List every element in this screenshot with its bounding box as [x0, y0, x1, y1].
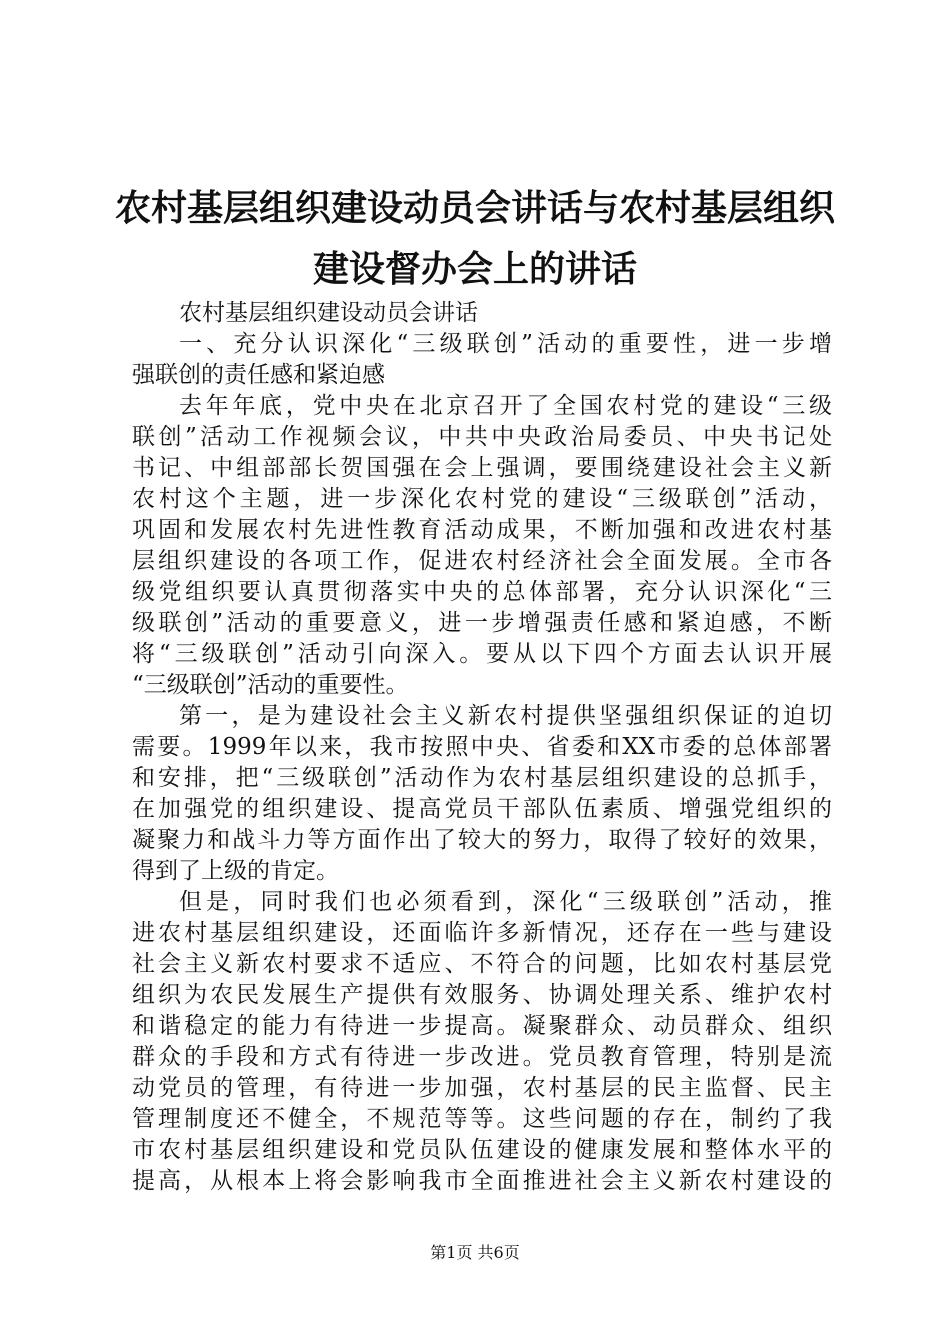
paragraph-line: 群众的手段和方式有待进一步改进。党员教育管理，特别是流 [132, 1044, 832, 1070]
paragraph-line: 凝聚力和战斗力等方面作出了较大的努力，取得了较好的效果， [132, 827, 832, 853]
paragraph-line: 和谐稳定的能力有待进一步提高。凝聚群众、动员群众、组织 [132, 1013, 832, 1039]
document-title-line-1: 农村基层组织建设动员会讲话与农村基层组织 [114, 187, 835, 229]
paragraph-line: 动党员的管理，有待进一步加强，农村基层的民主监督、民主 [132, 1075, 832, 1101]
paragraph-line: 第一，是为建设社会主义新农村提供坚强组织保证的迫切 [179, 703, 832, 729]
document-title-line-2: 建设督办会上的讲话 [312, 248, 637, 290]
paragraph-line: 组织为农民发展生产提供有效服务、协调处理关系、维护农村 [132, 982, 832, 1008]
document-body [132, 298, 832, 1197]
speech-subtitle: 农村基层组织建设动员会讲话 [179, 300, 478, 326]
section-heading-line: 强联创的责任感和紧迫感 [132, 362, 385, 388]
paragraph-line: 将“三级联创”活动引向深入。要从以下四个方面去认识开展 [132, 641, 832, 667]
paragraph-line: 在加强党的组织建设、提高党员干部队伍素质、增强党组织的 [132, 796, 832, 822]
paragraph-line: 得到了上级的肯定。 [132, 858, 339, 884]
paragraph-line: 联创”活动工作视频会议，中共中央政治局委员、中央书记处 [132, 424, 832, 450]
paragraph-line: 但是，同时我们也必须看到，深化“三级联创”活动，推 [179, 889, 832, 915]
paragraph-line: 进农村基层组织建设，还面临许多新情况，还存在一些与建设 [132, 920, 832, 946]
paragraph-line: 去年年底，党中央在北京召开了全国农村党的建设“三级 [179, 393, 832, 419]
page-number-footer: 第1页 共6页 [430, 1243, 520, 1262]
paragraph-line: 市农村基层组织建设和党员队伍建设的健康发展和整体水平的 [132, 1137, 832, 1163]
paragraph-line: 级党组织要认真贯彻落实中央的总体部署，充分认识深化“三 [132, 579, 832, 605]
paragraph-line: 社会主义新农村要求不适应、不符合的问题，比如农村基层党 [132, 951, 832, 977]
paragraph-line: 层组织建设的各项工作，促进农村经济社会全面发展。全市各 [132, 548, 832, 574]
paragraph-line: 和安排，把“三级联创”活动作为农村基层组织建设的总抓手， [132, 765, 832, 791]
section-heading-line: 一、充分认识深化“三级联创”活动的重要性，进一步增 [179, 331, 832, 357]
paragraph-line: 需要。1999年以来，我市按照中央、省委和XX市委的总体部署 [132, 734, 832, 760]
paragraph-line: 巩固和发展农村先进性教育活动成果，不断加强和改进农村基 [132, 517, 832, 543]
paragraph-line: “三级联创”活动的重要性。 [132, 672, 409, 698]
paragraph-line: 提高，从根本上将会影响我市全面推进社会主义新农村建设的 [132, 1168, 832, 1194]
paragraph-line: 管理制度还不健全，不规范等等。这些问题的存在，制约了我 [132, 1106, 832, 1132]
paragraph-line: 书记、中组部部长贺国强在会上强调，要围绕建设社会主义新 [132, 455, 832, 481]
paragraph-line: 农村这个主题，进一步深化农村党的建设“三级联创”活动， [132, 486, 832, 512]
paragraph-line: 级联创”活动的重要意义，进一步增强责任感和紧迫感，不断 [132, 610, 832, 636]
